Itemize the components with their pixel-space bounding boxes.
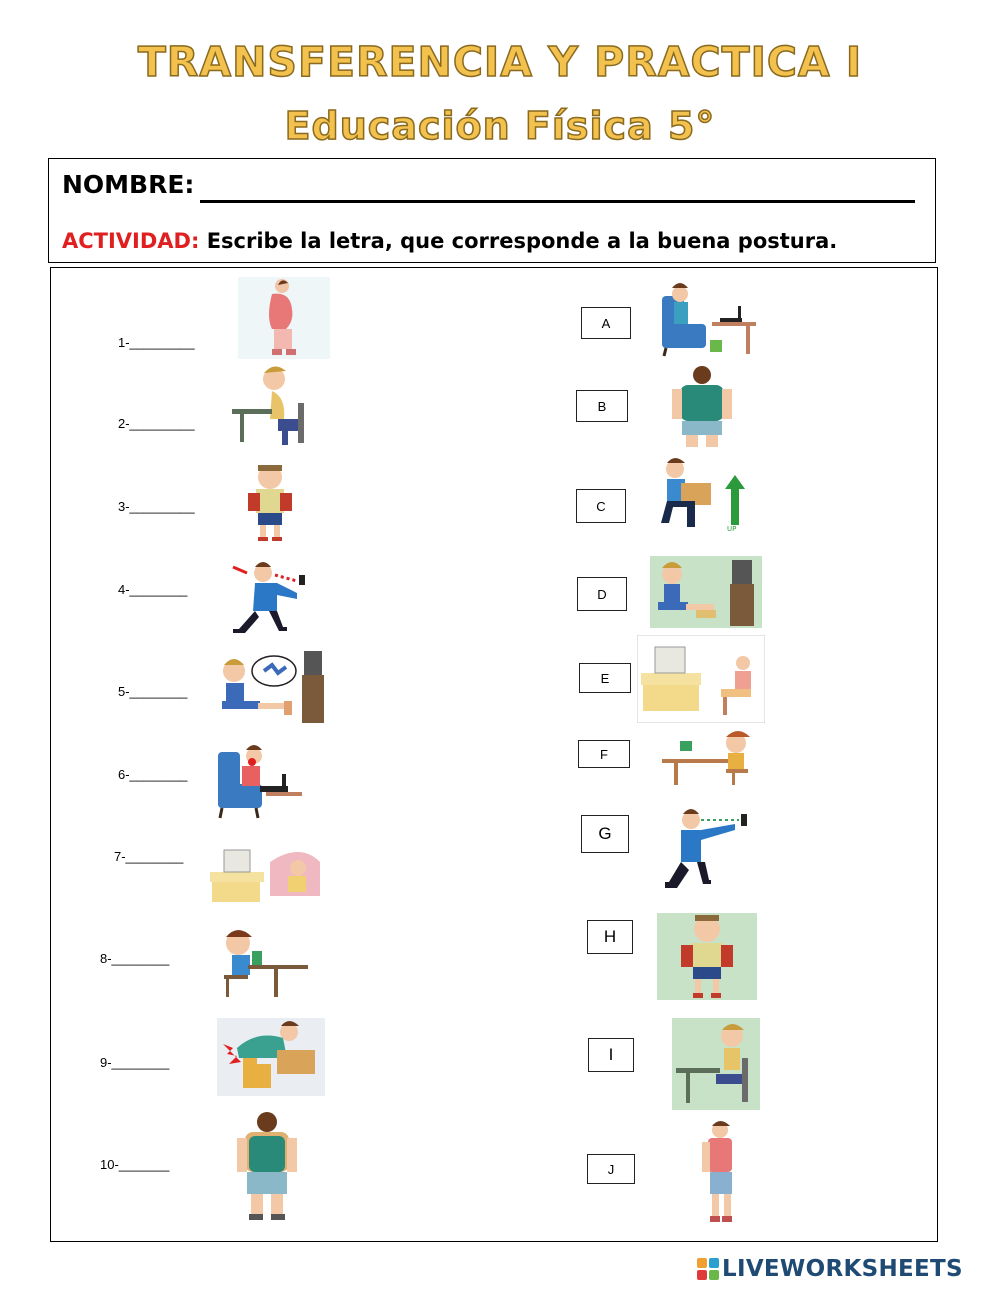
posture-image-1 [238,277,330,359]
posture-image-h [657,913,757,1000]
posture-image-7 [204,832,326,910]
posture-image-g [665,806,757,890]
question-7-label[interactable]: 7-________ [114,849,184,864]
answer-box-d[interactable]: D [577,577,627,611]
svg-text:UP: UP [727,525,737,533]
posture-image-4 [225,557,321,635]
question-6-label[interactable]: 6-________ [118,767,188,782]
activity-label: ACTIVIDAD: [62,229,200,253]
question-8-label[interactable]: 8-________ [100,951,170,966]
posture-image-a [660,280,758,358]
answer-box-c[interactable]: C [576,489,626,523]
liveworksheets-logo-icon [697,1258,719,1280]
posture-image-8 [218,925,312,1001]
question-5-label[interactable]: 5-________ [118,684,188,699]
question-9-label[interactable]: 9-________ [100,1055,170,1070]
answer-box-h[interactable]: H [587,920,633,954]
posture-image-5 [218,645,330,725]
posture-image-j [690,1120,754,1224]
answer-box-b[interactable]: B [576,390,628,422]
question-2-label[interactable]: 2-_________ [118,416,195,431]
posture-image-i [672,1018,760,1110]
posture-image-f [660,729,764,787]
worksheet-subtitle: Educación Física 5° [284,104,716,148]
question-3-label[interactable]: 3-_________ [118,499,195,514]
posture-image-d [650,556,762,628]
answer-box-j[interactable]: J [587,1154,635,1184]
posture-image-10 [231,1110,303,1222]
question-10-label[interactable]: 10-_______ [100,1157,170,1172]
posture-image-c [655,457,751,533]
question-4-label[interactable]: 4-________ [118,582,188,597]
activity-text: Escribe la letra, que corresponde a la buena postura. [199,229,838,253]
posture-image-3 [238,463,304,543]
nombre-input-line[interactable] [200,200,915,203]
posture-image-2 [228,363,320,449]
posture-image-b [668,365,736,451]
exercise-box [50,267,938,1242]
liveworksheets-wordmark: LIVEWORKSHEETS [722,1256,963,1282]
answer-box-i[interactable]: I [588,1038,634,1072]
worksheet-title: TRANSFERENCIA Y PRACTICA I [137,38,863,86]
liveworksheets-logo [697,1256,963,1282]
answer-box-a[interactable]: A [581,307,631,339]
answer-box-e[interactable]: E [579,663,631,693]
answer-box-g[interactable]: G [581,815,629,853]
question-1-label[interactable]: 1-_________ [118,335,195,350]
nombre-label: NOMBRE: [62,170,195,199]
activity-instruction [62,229,837,253]
posture-image-9 [217,1018,325,1096]
posture-image-6 [216,742,308,820]
posture-image-e [637,635,765,723]
answer-box-f[interactable]: F [578,740,630,768]
